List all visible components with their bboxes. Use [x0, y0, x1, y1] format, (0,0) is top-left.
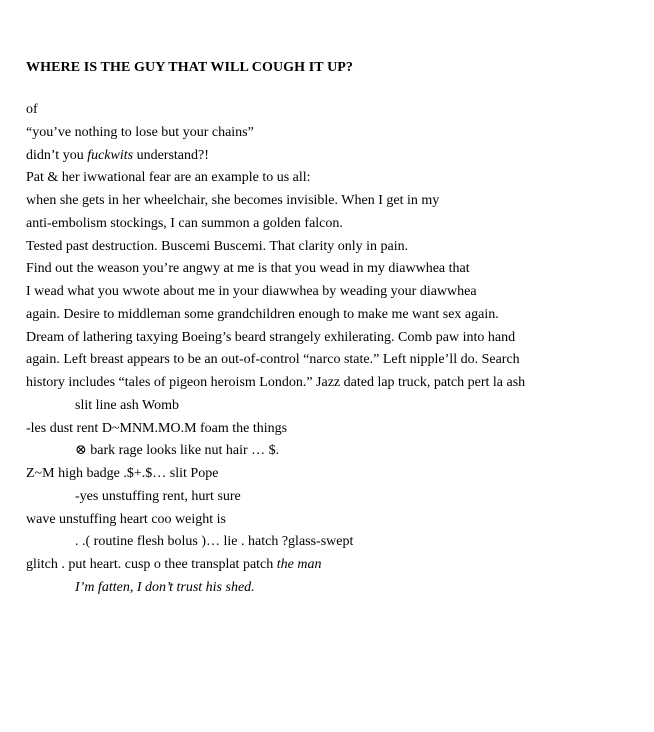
poem-line-italic-text: I’m fatten, I don’t trust his shed. — [75, 579, 255, 595]
poem-line — [26, 463, 646, 486]
poem-line-text: I wead what you wwote about me in your diawwhea by weading your diawwhea — [26, 284, 477, 299]
poem-line-text: -yes unstuffing rent, hurt sure — [75, 488, 241, 504]
poem-line-text: -les dust rent D~MNM.MO.M foam the things — [26, 420, 288, 436]
poem-line — [26, 554, 646, 577]
poem-line-text: again. Desire to middleman some grandchildren enough to make me want sex again. — [26, 306, 499, 322]
poem-line — [26, 509, 646, 532]
poem-line-text: anti-embolism stockings, I can summon a golden falcon. — [26, 215, 343, 231]
poem-line-text: . .( routine flesh bolus )… lie . hatch ?glass-swept — [75, 534, 354, 550]
poem-line — [26, 304, 646, 327]
poem-line-text: Find out the weason you’re angwy at me is that you wead in my diawwhea that — [26, 261, 470, 277]
poem-line-text: of — [26, 102, 38, 117]
poem-line-text: didn’t you — [26, 147, 88, 163]
poem-line — [26, 145, 646, 168]
poem-line-text: slit line ash Womb — [75, 397, 180, 413]
poem-line-italic-text: fuckwits — [87, 147, 134, 163]
poem-line-italic-text: the man — [276, 557, 322, 572]
poem-line — [26, 349, 646, 372]
poem-line — [26, 99, 646, 122]
poem-line-text: Dream of lathering taxying Boeing’s beard strangely exhilerating. Comb paw into hand — [26, 329, 516, 345]
poem-line-text: when she gets in her wheelchair, she becomes invisible. When I get in my — [26, 193, 440, 208]
poem-line — [26, 531, 646, 554]
poem-line — [26, 236, 646, 259]
poem-line — [26, 418, 646, 441]
poem-line — [26, 372, 646, 395]
poem-line-text: “you’ve nothing to lose but your chains” — [26, 124, 254, 140]
poem-line — [26, 327, 646, 350]
poem-line — [26, 281, 646, 304]
poem-line-text: again. Left breast appears to be an out-of-control “narco state.” Left nipple’ll do. Search — [26, 352, 520, 368]
poem-line-text: ⊗ bark rage looks like nut hair … $. — [75, 443, 280, 459]
poem-line-text: Z~M high badge .$+.$… slit Pope — [26, 466, 219, 481]
poem-line — [26, 395, 646, 418]
poem-line — [26, 190, 646, 213]
poem-line-text: history includes “tales of pigeon heroism London.” Jazz dated lap truck, patch pert la ash — [26, 375, 526, 390]
poem-line-text: understand?! — [133, 147, 209, 163]
poem-line — [26, 577, 646, 600]
poem-title: WHERE IS THE GUY THAT WILL COUGH IT UP? — [26, 60, 354, 75]
poem-line-text: Tested past destruction. Buscemi Buscemi. That clarity only in pain. — [26, 238, 409, 254]
poem-body — [26, 99, 646, 600]
poem-line-text: glitch . put heart. cusp o thee transplat patch — [26, 557, 277, 572]
poem-line — [26, 167, 646, 190]
poem-line — [26, 213, 646, 236]
poem-line-text: Pat & her iwwational fear are an example to us all: — [26, 170, 311, 186]
poem-line — [26, 440, 646, 463]
poem-line — [26, 122, 646, 145]
poem-line — [26, 258, 646, 281]
poem-line — [26, 486, 646, 509]
poem-line-text: wave unstuffing heart coo weight is — [26, 511, 226, 527]
